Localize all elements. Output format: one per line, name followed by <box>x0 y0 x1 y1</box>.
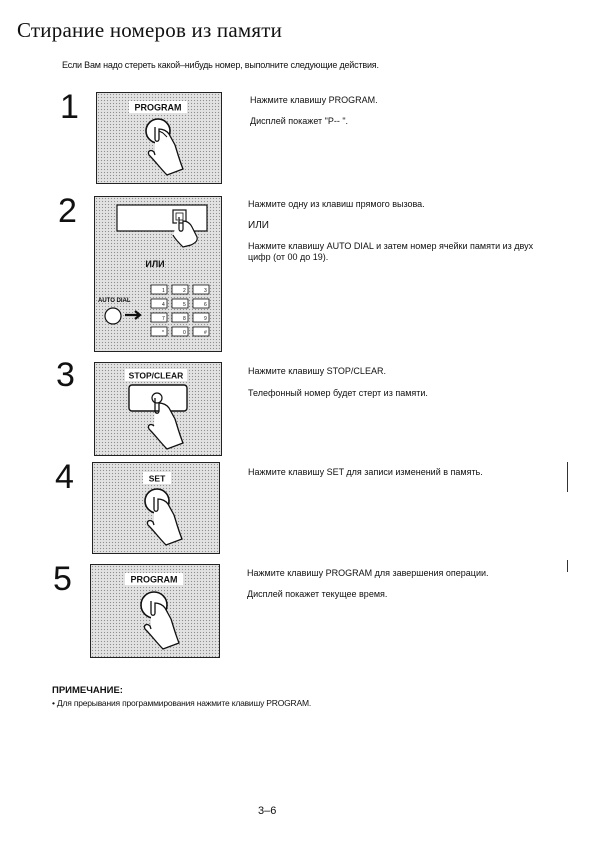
step-4-number: 4 <box>55 458 74 496</box>
step-2-illustration <box>94 196 222 352</box>
page-title: Стирание номеров из памяти <box>17 18 283 42</box>
step-3-illustration <box>94 362 222 456</box>
svg-text:7: 7 <box>162 316 165 322</box>
finger-press-icon <box>95 363 223 457</box>
note-title: ПРИМЕЧАНИЕ: <box>52 685 123 696</box>
step-2-number: 2 <box>58 192 77 230</box>
finger-press-icon <box>93 463 221 555</box>
step-2-description: Нажмите одну из клавиш прямого вызова. ИЛИ Нажмите клавишу AUTO DIAL и затем номер ячейки памяти из двух цифр (от 00 до 19). <box>248 199 534 262</box>
svg-text:0: 0 <box>183 330 186 336</box>
page-number: 3–6 <box>258 805 277 817</box>
finger-press-icon <box>97 93 223 185</box>
step-5-illustration <box>90 564 220 658</box>
step-5-key-label: PROGRAM <box>130 574 178 585</box>
step-5-description: Нажмите клавишу PROGRAM для завершения операции. Дисплей покажет текущее время. <box>247 568 489 599</box>
margin-mark <box>567 560 568 572</box>
intro-text: Если Вам надо стереть какой–нибудь номер, выполните следующие действия. <box>62 60 379 70</box>
step-4-description: Нажмите клавишу SET для записи изменений в память. <box>248 467 483 477</box>
svg-text:3: 3 <box>204 288 207 294</box>
margin-mark <box>567 462 568 492</box>
step-5-number: 5 <box>53 560 72 598</box>
auto-dial-label: AUTO DIAL <box>98 298 131 304</box>
svg-text:1: 1 <box>162 288 165 294</box>
step-3-key-label: STOP/CLEAR <box>128 370 184 381</box>
svg-text:4: 4 <box>162 302 165 308</box>
svg-text:8: 8 <box>183 316 186 322</box>
arrow-right-icon <box>125 311 140 319</box>
step-1-description: Нажмите клавишу PROGRAM. Дисплей покажет "P-- ". <box>250 95 378 126</box>
step-2-or-label: ИЛИ <box>145 259 165 269</box>
svg-text:2: 2 <box>183 288 186 294</box>
step-1-key-label: PROGRAM <box>134 102 182 113</box>
svg-text:*: * <box>162 330 164 336</box>
svg-text:#: # <box>204 330 207 336</box>
step-3-number: 3 <box>56 356 75 394</box>
svg-text:6: 6 <box>204 302 207 308</box>
step-1-illustration <box>96 92 222 184</box>
note-text: • Для прерывания программирования нажмите клавишу PROGRAM. <box>52 698 311 708</box>
step-1-number: 1 <box>60 88 79 126</box>
step-4-key-label: SET <box>148 473 166 484</box>
finger-press-icon <box>91 565 221 659</box>
step-3-description: Нажмите клавишу STOP/CLEAR. Телефонный номер будет стерт из памяти. <box>248 366 428 398</box>
keypad <box>151 285 209 336</box>
svg-text:9: 9 <box>204 316 207 322</box>
svg-text:5: 5 <box>183 302 186 308</box>
step-4-illustration <box>92 462 220 554</box>
